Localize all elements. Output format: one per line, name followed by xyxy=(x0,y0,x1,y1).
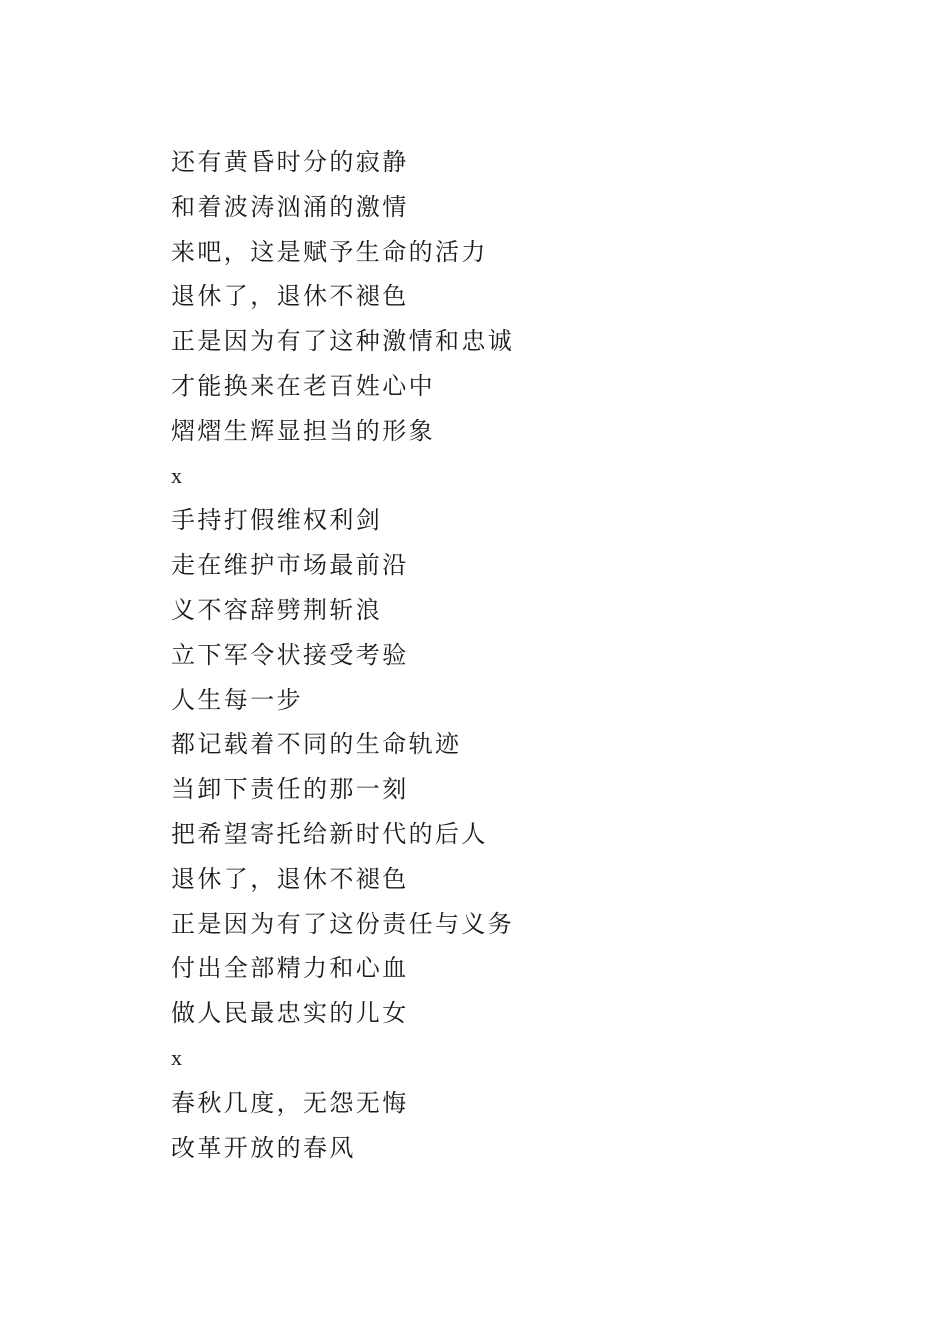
poem-line: 做人民最忠实的儿女 xyxy=(171,999,409,1028)
poem-line: 当卸下责任的那一刻 xyxy=(171,775,409,804)
poem-body xyxy=(171,140,871,1170)
poem-line: 退休了，退休不褪色 xyxy=(171,282,409,311)
poem-line: 正是因为有了这份责任与义务 xyxy=(171,909,515,938)
poem-line: 和着波涛汹涌的激情 xyxy=(171,192,409,221)
poem-line: 都记载着不同的生命轨迹 xyxy=(171,730,462,759)
poem-line: 把希望寄托给新时代的后人 xyxy=(171,819,488,848)
poem-line: 正是因为有了这种激情和忠诚 xyxy=(171,327,515,356)
section-separator: x xyxy=(171,462,182,488)
poem-line: 退休了，退休不褪色 xyxy=(171,864,409,893)
poem-line: 义不容辞劈荆斩浪 xyxy=(171,595,383,624)
poem-line: 还有黄昏时分的寂静 xyxy=(171,148,409,176)
poem-line: 手持打假维权利剑 xyxy=(171,506,383,535)
poem-line: 才能换来在老百姓心中 xyxy=(171,371,435,400)
poem-line: 来吧，这是赋予生命的活力 xyxy=(171,237,488,266)
poem-line: 春秋几度，无怨无悔 xyxy=(171,1088,409,1117)
poem-line: 人生每一步 xyxy=(171,685,303,714)
poem-line: 改革开放的春风 xyxy=(171,1133,356,1162)
section-separator: x xyxy=(171,1044,182,1070)
poem-line: 付出全部精力和心血 xyxy=(171,954,409,983)
poem-line: 走在维护市场最前沿 xyxy=(171,551,409,580)
poem-line: 立下军令状接受考验 xyxy=(171,640,409,669)
poem-line: 熠熠生辉显担当的形象 xyxy=(171,416,435,445)
